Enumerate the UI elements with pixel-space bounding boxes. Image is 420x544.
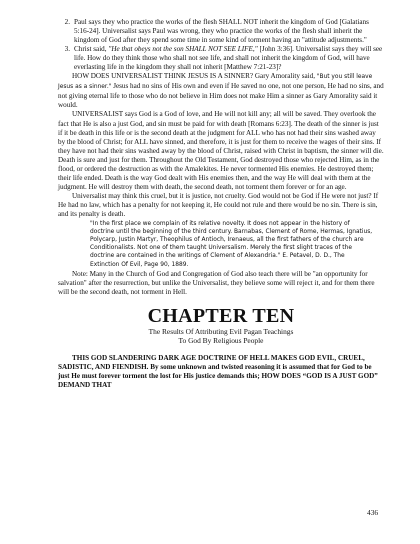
paragraph-text: Jesus had no sins of His own and even if He saved no one, not one person, He had no sins, and not giving eternal life to those who do not believe in Him does not make Him a sinner as Gary Amorality said it would. <box>58 82 384 110</box>
list-text-prefix: Christ said, <box>74 45 109 54</box>
list-number: 3. <box>64 45 70 54</box>
chapter-heading <box>58 305 384 345</box>
note-paragraph: Note: Many in the Church of God and Congregation of God also teach there will be "an opportunity for salvation" after the resurrection, but unlike the Universalist, they believe some will reject it, and for them there will be the second death, not torment in Hell. <box>58 269 375 296</box>
list-text-suffix: [John 3:36]. Universalist says they will see life. How do they think those who shall not see life, and shall not inherit the kingdom of God, will have everlasting life in the kingdom they shall not inherit [Matthew 7:21-23]? <box>74 45 383 72</box>
scripture-quote: "He that obeys not the son SHALL NOT SEE LIFE," <box>108 45 258 54</box>
page-number: 436 <box>367 508 379 517</box>
numbered-list <box>58 18 384 72</box>
paragraph-jesus-sinner <box>58 72 384 110</box>
lead-paragraph: THIS GOD SLANDERING DARK AGE DOCTRINE OF HELL MAKES GOD EVIL, CRUEL, SADISTIC, AND FIENDISH. By some unknown and twisted reasoning it is assumed that for God to be just He must forever torment the lost for His justice demands this; HOW DOES “GOD IS A JUST GOD” DEMAND THAT <box>58 354 378 390</box>
chapter-title: CHAPTER TEN <box>147 304 295 327</box>
list-text: Paul says they who practice the works of the flesh SHALL NOT inherit the kingdom of God [Galatians 5:16-24]. Universalist says Paul was wrong, they who practice the works of the flesh shall inherit the kingdom of God after they spend some time in some kind of torment having an "attitude adjustments." <box>74 18 369 45</box>
list-item <box>58 45 384 72</box>
page-content <box>58 18 384 390</box>
list-item <box>58 18 384 45</box>
block-quote: "In the first place we complain of its relative novelty. It does not appear in the history of doctrine until the beginning of the third century. Barnabas, Clement of Rome, Hermas, Ignatius, Polycarp, Justin Martyr, Theophilus of Antioch, Irenaeus, all the first fathers of the church are Conditionalists. Not one of them taught Universalism. Merely the first slight traces of the doctrine are contained in the writings of Clement of Alexandria." E. Petavel, D. D., The Extinction Of Evil, Page 90, 1889. <box>90 221 373 268</box>
paragraph-justice: Universalist may think this cruel, but it is justice, not cruelty. God would not be God if He were not just? If He had no law, which has a penalty for not keeping it, He could not rule and there would be no sin. There is sin, and its penalty is death. <box>58 191 379 218</box>
paragraph-universalist: UNIVERSALIST says God is a God of love, and He will not kill any; all will be saved. They overlook the fact that He is also a just God, and sin must be paid for with death [Romans 6:23]. The death of the sinner is just if it be death in this life or is the second death at the judgment for ALL who has not had their sins washed away by the blood of Christ; for ALL have sinned, and therefore, it is just for them to receive the wages of their sins. If they have not had their sins washed away by the blood of Christ, raised with Christ in baptism, the sinner will die. Death is sure and just for them. Throughout the Old Testament, God destroyed those who rejected Him, as in the flood, or ordered the destruction as with the Amalekites. He never tormented His enemies. He destroyed them; their life ended. Death is the way God dealt with His enemies then, and the way He will deal with them at the judgment. He will destroy them with death, the second death, not torment them forever or for an age. <box>58 110 384 191</box>
inline-quote: "But you still leave Jesus as a sinner." <box>58 74 373 91</box>
chapter-subtitle-line1: The Results Of Attributing Evil Pagan Teachings <box>148 326 294 336</box>
chapter-subtitle-line2: To God By Religious People <box>178 335 264 345</box>
paragraph-text: HOW DOES UNIVERSALIST THINK JESUS IS A SINNER? Gary Amorality said, <box>72 72 317 81</box>
list-number: 2. <box>64 18 70 26</box>
list-text <box>74 45 384 72</box>
